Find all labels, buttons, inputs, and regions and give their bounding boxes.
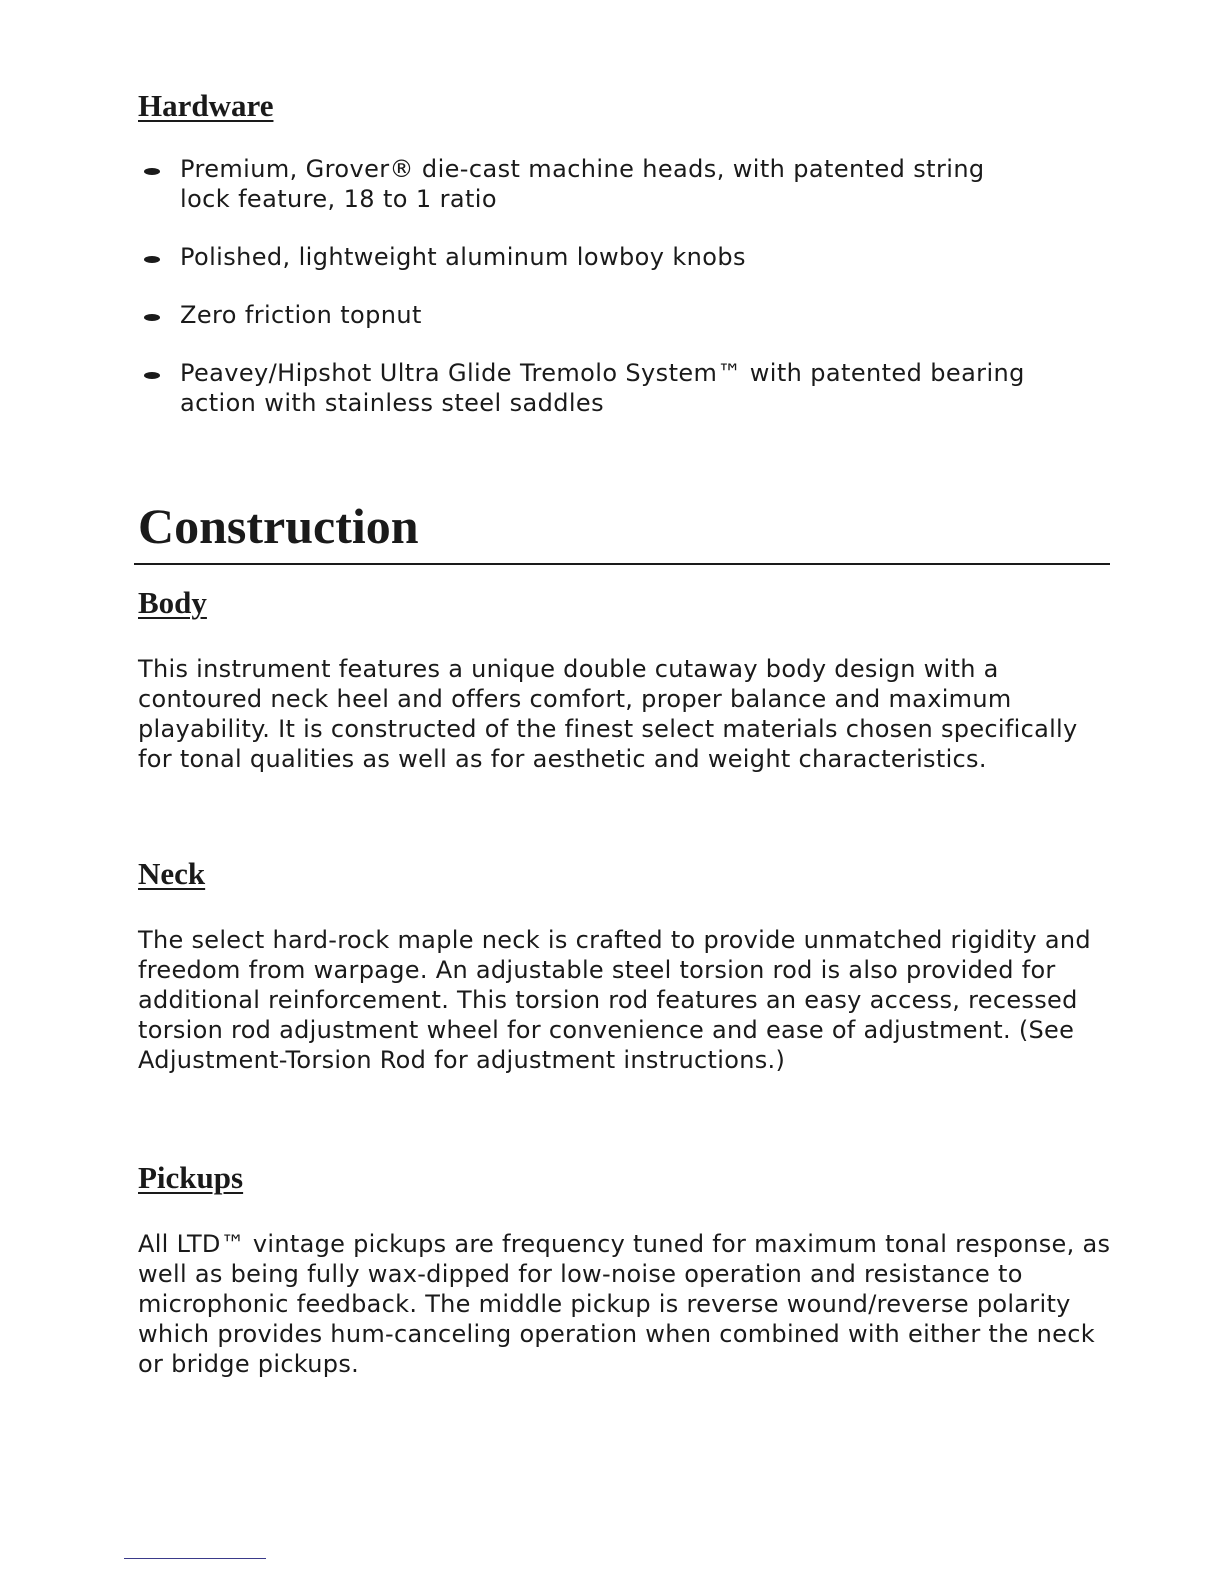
list-item-text: Premium, Grover® die-cast machine heads, with patented string lock feature, 18 to 1 ratio (180, 155, 985, 213)
section-divider (134, 563, 1110, 565)
list-item-text: Peavey/Hipshot Ultra Glide Tremolo System™ with patented bearing action with stainless steel saddles (180, 359, 1025, 417)
list-item (138, 154, 1038, 214)
bullet-icon (144, 372, 160, 379)
body-heading: Body (138, 585, 207, 620)
list-item (138, 242, 1038, 272)
neck-paragraph: The select hard-rock maple neck is crafted to provide unmatched rigidity and freedom from warpage. An adjustable steel torsion rod is also provided for additional reinforcement. This torsion rod features an easy access, recessed torsion rod adjustment wheel for convenience and ease of adjustment. (See Adjustment-Torsion Rod for adjustment instructions.) (138, 926, 1091, 1074)
bullet-icon (144, 256, 160, 263)
list-item (138, 300, 1038, 330)
footer-divider (124, 1558, 266, 1559)
list-item (138, 358, 1038, 418)
list-item-text: Zero friction topnut (180, 301, 422, 329)
list-item-text: Polished, lightweight aluminum lowboy knobs (180, 243, 746, 271)
construction-title: Construction (138, 498, 419, 554)
pickups-heading: Pickups (138, 1160, 244, 1195)
bullet-icon (144, 314, 160, 321)
pickups-paragraph: All LTD™ vintage pickups are frequency tuned for maximum tonal response, as well as being fully wax-dipped for low-noise operation and resistance to microphonic feedback. The middle pickup is reverse wound/reverse polarity which provides hum-canceling operation when combined with either the neck or bridge pickups. (138, 1230, 1111, 1378)
hardware-heading: Hardware (138, 88, 274, 123)
neck-heading: Neck (138, 856, 206, 891)
hardware-list (138, 154, 1038, 446)
bullet-icon (144, 168, 160, 175)
body-paragraph: This instrument features a unique double cutaway body design with a contoured neck heel and offers comfort, proper balance and maximum playability. It is constructed of the finest select materials chosen specifically for tonal qualities as well as for aesthetic and weight characteristics. (138, 655, 1078, 773)
